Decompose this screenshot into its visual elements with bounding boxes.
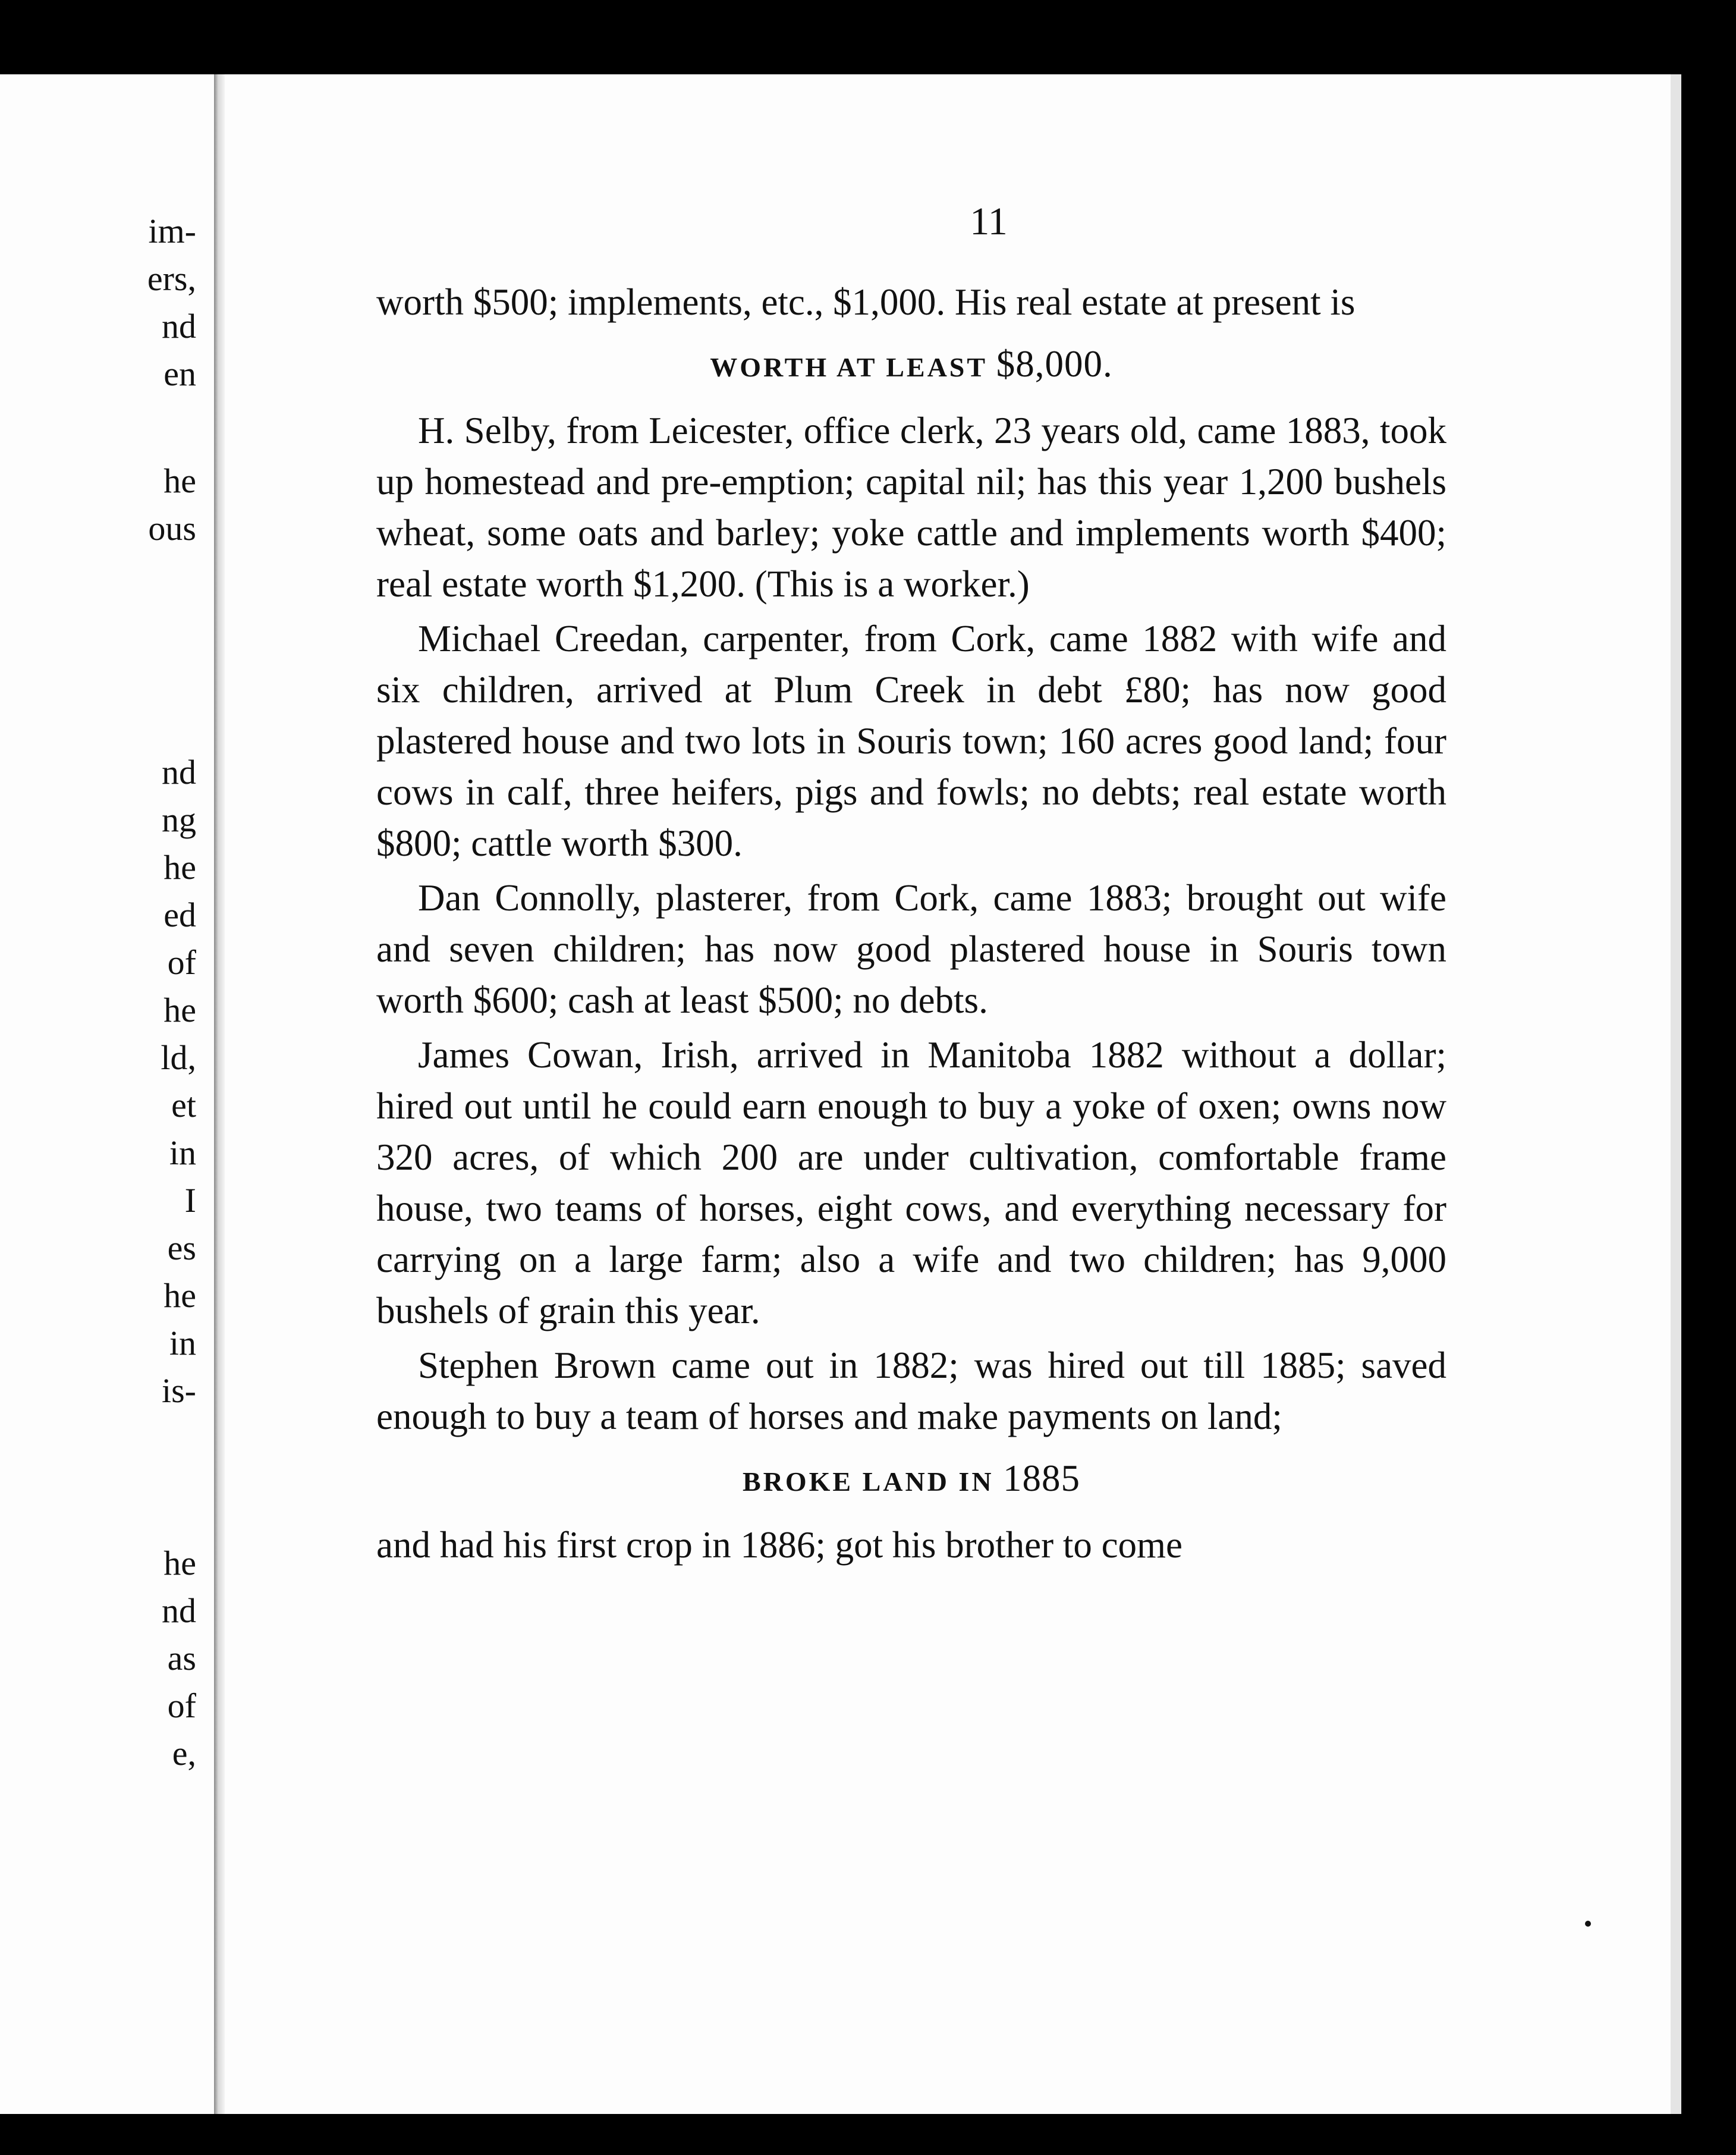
left-page-fragment: ous <box>148 509 196 548</box>
paragraph-selby: H. Selby, from Leicester, office clerk, 23 years old, came 1883, took up homestead and pre-emption; capital nil; has this year 1,200 bushels wheat, some oats and barley; yoke cattle and implements worth $400; real estate worth $1,200. (This is a worker.) <box>376 410 1446 605</box>
left-page-fragment: as <box>167 1639 196 1677</box>
left-page-fragment: ed <box>163 896 196 934</box>
heading-words: WORTH AT LEAST <box>710 352 987 382</box>
left-page-fragment: nd <box>162 1591 196 1630</box>
left-page-fragment: he <box>163 1276 196 1315</box>
heading-amount: $8,000. <box>996 343 1113 385</box>
left-page-fragment: in <box>169 1133 196 1172</box>
left-page-fragment: he <box>163 461 196 500</box>
left-page-fragment: ld, <box>161 1038 196 1077</box>
heading-year: 1885 <box>1003 1457 1081 1499</box>
left-page-fragment: I <box>184 1181 196 1220</box>
heading-worth-at-least <box>376 338 1446 393</box>
paragraph-brown: Stephen Brown came out in 1882; was hired out till 1885; saved enough to buy a team of horses and make payments on land; <box>376 1344 1446 1437</box>
left-page-fragment: of <box>167 943 196 982</box>
right-page <box>225 74 1681 2114</box>
page-number: 11 <box>970 200 1008 243</box>
left-page-margin <box>0 74 214 2114</box>
left-page-fragment: he <box>163 1544 196 1582</box>
left-page-fragment: nd <box>162 753 196 791</box>
left-page-fragment: es <box>167 1229 196 1267</box>
paragraph-continued: worth $500; implements, etc., $1,000. His real estate at present is <box>376 281 1356 323</box>
paragraph-cowan: James Cowan, Irish, arrived in Manitoba 1882 without a dollar; hired out until he could earn enough to buy a yoke of oxen; owns now 320 acres, of which 200 are under cultivation, comfortable frame house, two teams of horses, eight cows, and everything necessary for carrying on a large farm; also a wife and two children; has 9,000 bushels of grain this year. <box>376 1034 1446 1331</box>
left-page-fragment: im- <box>148 212 196 250</box>
left-page-fragment: in <box>169 1324 196 1362</box>
page-text <box>376 277 1446 1574</box>
left-page-fragment: ng <box>162 800 196 839</box>
left-page-fragment: ers, <box>147 259 196 298</box>
paragraph-last-line: and had his first crop in 1886; got his brother to come <box>376 1524 1183 1566</box>
print-speck <box>1585 1921 1591 1927</box>
left-page-fragment: of <box>167 1686 196 1725</box>
heading-broke-land <box>376 1453 1446 1507</box>
left-page-fragment: en <box>163 354 196 393</box>
left-page-fragment: e, <box>172 1734 196 1773</box>
left-page-fragment: is- <box>162 1371 196 1410</box>
paragraph-connolly: Dan Connolly, plasterer, from Cork, came 1883; brought out wife and seven children; has now good plastered house in Souris town worth $600; cash at least $500; no debts. <box>376 877 1446 1021</box>
heading-words: BROKE LAND IN <box>742 1466 994 1497</box>
left-page-fragment: he <box>163 991 196 1029</box>
paragraph-creedan: Michael Creedan, carpenter, from Cork, came 1882 with wife and six children, arrived at Plum Creek in debt £80; has now good plastered house and two lots in Souris town; 160 acres good land; four cows in calf, three heifers, pigs and fowls; no debts; real estate worth $800; cattle worth $300. <box>376 618 1446 864</box>
left-page-fragment: he <box>163 848 196 887</box>
left-page-fragment: nd <box>162 307 196 345</box>
book-gutter <box>214 74 225 2114</box>
left-page-fragment: et <box>171 1086 196 1124</box>
